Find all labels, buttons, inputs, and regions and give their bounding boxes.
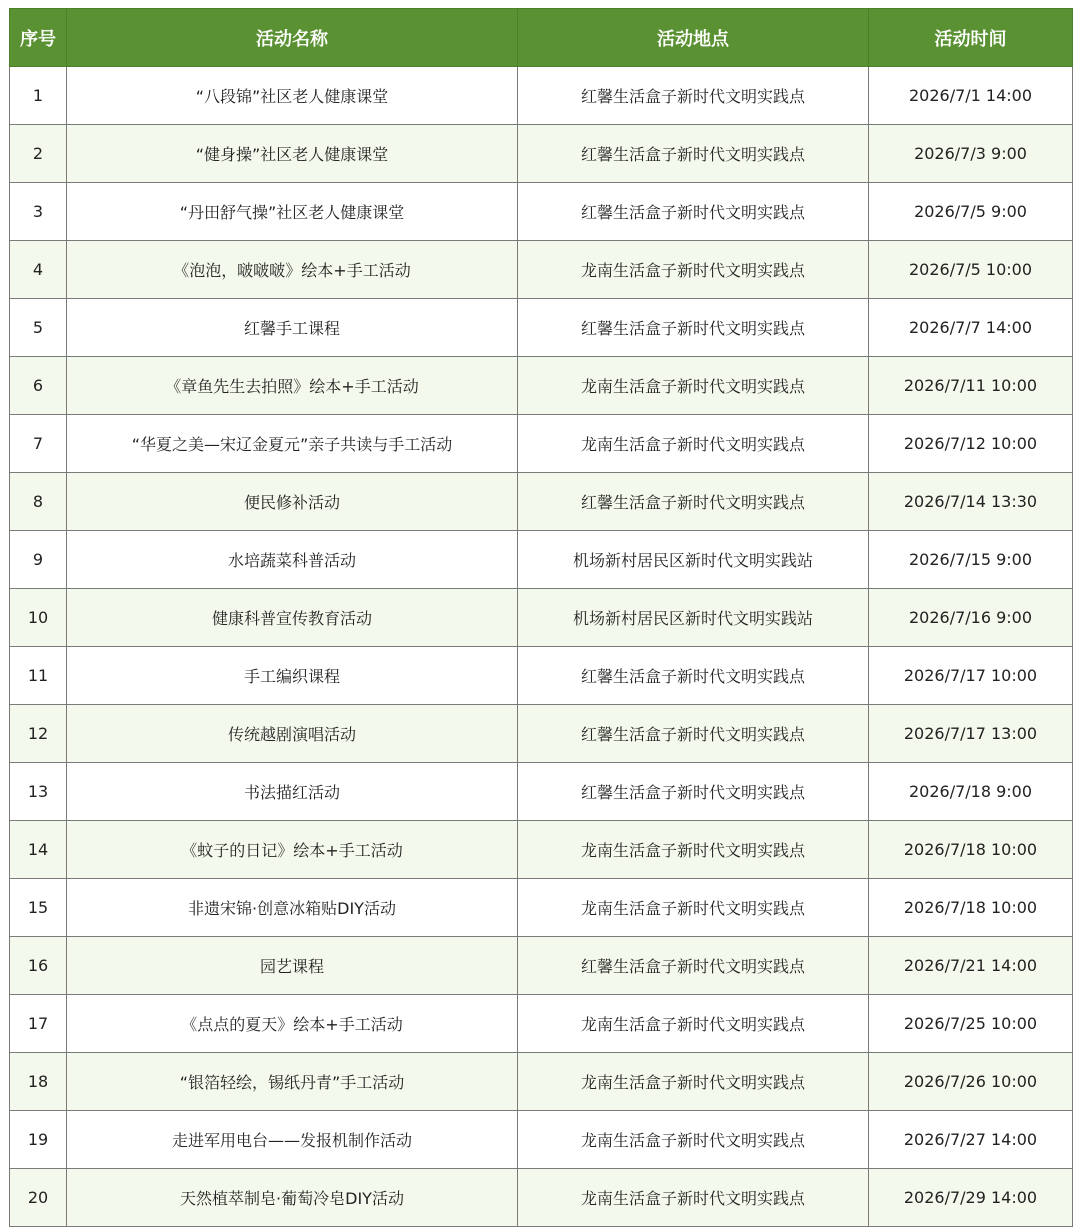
table-row bbox=[10, 1053, 1073, 1111]
activity-name: “八段锦”社区老人健康课堂 bbox=[67, 67, 518, 125]
activity-time: 2026/7/14 13:30 bbox=[869, 473, 1073, 531]
activity-location: 机场新村居民区新时代文明实践站 bbox=[518, 589, 869, 647]
activity-name: 《泡泡，啵啵啵》绘本+手工活动 bbox=[67, 241, 518, 299]
row-index: 6 bbox=[10, 357, 67, 415]
row-index: 1 bbox=[10, 67, 67, 125]
activity-name: “华夏之美—宋辽金夏元”亲子共读与手工活动 bbox=[67, 415, 518, 473]
row-index: 10 bbox=[10, 589, 67, 647]
row-index: 5 bbox=[10, 299, 67, 357]
table-row bbox=[10, 1169, 1073, 1227]
activity-location: 龙南生活盒子新时代文明实践点 bbox=[518, 415, 869, 473]
activity-location: 龙南生活盒子新时代文明实践点 bbox=[518, 1053, 869, 1111]
activity-time: 2026/7/18 10:00 bbox=[869, 879, 1073, 937]
activity-location: 红馨生活盒子新时代文明实践点 bbox=[518, 67, 869, 125]
table-row bbox=[10, 705, 1073, 763]
activity-time: 2026/7/29 14:00 bbox=[869, 1169, 1073, 1227]
activity-name: 天然植萃制皂·葡萄冷皂DIY活动 bbox=[67, 1169, 518, 1227]
activity-location: 红馨生活盒子新时代文明实践点 bbox=[518, 763, 869, 821]
table-row bbox=[10, 821, 1073, 879]
activity-time: 2026/7/27 14:00 bbox=[869, 1111, 1073, 1169]
activity-location: 红馨生活盒子新时代文明实践点 bbox=[518, 473, 869, 531]
activity-time: 2026/7/16 9:00 bbox=[869, 589, 1073, 647]
table-row bbox=[10, 241, 1073, 299]
table-row bbox=[10, 531, 1073, 589]
activity-location: 红馨生活盒子新时代文明实践点 bbox=[518, 125, 869, 183]
row-index: 15 bbox=[10, 879, 67, 937]
row-index: 2 bbox=[10, 125, 67, 183]
activity-location: 红馨生活盒子新时代文明实践点 bbox=[518, 299, 869, 357]
activity-location: 龙南生活盒子新时代文明实践点 bbox=[518, 1169, 869, 1227]
activity-time: 2026/7/1 14:00 bbox=[869, 67, 1073, 125]
activity-name: 走进军用电台——发报机制作活动 bbox=[67, 1111, 518, 1169]
activity-schedule-table bbox=[9, 8, 1073, 1227]
header-activity-location: 活动地点 bbox=[518, 9, 869, 67]
activity-name: 园艺课程 bbox=[67, 937, 518, 995]
table-row bbox=[10, 995, 1073, 1053]
row-index: 18 bbox=[10, 1053, 67, 1111]
row-index: 14 bbox=[10, 821, 67, 879]
table-row bbox=[10, 357, 1073, 415]
row-index: 9 bbox=[10, 531, 67, 589]
row-index: 19 bbox=[10, 1111, 67, 1169]
activity-name: 《蚊子的日记》绘本+手工活动 bbox=[67, 821, 518, 879]
activity-name: “健身操”社区老人健康课堂 bbox=[67, 125, 518, 183]
row-index: 8 bbox=[10, 473, 67, 531]
activity-name: 手工编织课程 bbox=[67, 647, 518, 705]
activity-location: 红馨生活盒子新时代文明实践点 bbox=[518, 183, 869, 241]
header-activity-name: 活动名称 bbox=[67, 9, 518, 67]
activity-location: 龙南生活盒子新时代文明实践点 bbox=[518, 879, 869, 937]
activity-time: 2026/7/3 9:00 bbox=[869, 125, 1073, 183]
table-header-row bbox=[10, 9, 1073, 67]
table-row bbox=[10, 589, 1073, 647]
table-row bbox=[10, 647, 1073, 705]
activity-name: 传统越剧演唱活动 bbox=[67, 705, 518, 763]
activity-time: 2026/7/25 10:00 bbox=[869, 995, 1073, 1053]
activity-location: 龙南生活盒子新时代文明实践点 bbox=[518, 995, 869, 1053]
header-activity-time: 活动时间 bbox=[869, 9, 1073, 67]
header-index: 序号 bbox=[10, 9, 67, 67]
row-index: 13 bbox=[10, 763, 67, 821]
activity-location: 龙南生活盒子新时代文明实践点 bbox=[518, 821, 869, 879]
row-index: 12 bbox=[10, 705, 67, 763]
activity-location: 红馨生活盒子新时代文明实践点 bbox=[518, 647, 869, 705]
table-row bbox=[10, 1111, 1073, 1169]
activity-name: “银箔轻绘，锡纸丹青”手工活动 bbox=[67, 1053, 518, 1111]
activity-name: 非遗宋锦·创意冰箱贴DIY活动 bbox=[67, 879, 518, 937]
activity-name: 健康科普宣传教育活动 bbox=[67, 589, 518, 647]
row-index: 11 bbox=[10, 647, 67, 705]
activity-time: 2026/7/5 9:00 bbox=[869, 183, 1073, 241]
activity-time: 2026/7/5 10:00 bbox=[869, 241, 1073, 299]
activity-time: 2026/7/15 9:00 bbox=[869, 531, 1073, 589]
activity-time: 2026/7/12 10:00 bbox=[869, 415, 1073, 473]
activity-time: 2026/7/18 10:00 bbox=[869, 821, 1073, 879]
table-row bbox=[10, 67, 1073, 125]
table-row bbox=[10, 299, 1073, 357]
activity-time: 2026/7/11 10:00 bbox=[869, 357, 1073, 415]
activity-name: 《章鱼先生去拍照》绘本+手工活动 bbox=[67, 357, 518, 415]
table-row bbox=[10, 879, 1073, 937]
activity-location: 龙南生活盒子新时代文明实践点 bbox=[518, 241, 869, 299]
activity-name: 水培蔬菜科普活动 bbox=[67, 531, 518, 589]
activity-name: 红馨手工课程 bbox=[67, 299, 518, 357]
activity-location: 龙南生活盒子新时代文明实践点 bbox=[518, 1111, 869, 1169]
activity-time: 2026/7/17 10:00 bbox=[869, 647, 1073, 705]
table-row bbox=[10, 763, 1073, 821]
row-index: 7 bbox=[10, 415, 67, 473]
activity-name: 便民修补活动 bbox=[67, 473, 518, 531]
activity-time: 2026/7/18 9:00 bbox=[869, 763, 1073, 821]
table-row bbox=[10, 183, 1073, 241]
row-index: 17 bbox=[10, 995, 67, 1053]
row-index: 3 bbox=[10, 183, 67, 241]
activity-time: 2026/7/17 13:00 bbox=[869, 705, 1073, 763]
table-row bbox=[10, 937, 1073, 995]
activity-time: 2026/7/21 14:00 bbox=[869, 937, 1073, 995]
activity-location: 机场新村居民区新时代文明实践站 bbox=[518, 531, 869, 589]
activity-location: 红馨生活盒子新时代文明实践点 bbox=[518, 705, 869, 763]
activity-time: 2026/7/26 10:00 bbox=[869, 1053, 1073, 1111]
row-index: 4 bbox=[10, 241, 67, 299]
table-row bbox=[10, 415, 1073, 473]
row-index: 16 bbox=[10, 937, 67, 995]
activity-name: 书法描红活动 bbox=[67, 763, 518, 821]
activity-name: 《点点的夏天》绘本+手工活动 bbox=[67, 995, 518, 1053]
table-row bbox=[10, 473, 1073, 531]
activity-name: “丹田舒气操”社区老人健康课堂 bbox=[67, 183, 518, 241]
activity-time: 2026/7/7 14:00 bbox=[869, 299, 1073, 357]
activity-location: 红馨生活盒子新时代文明实践点 bbox=[518, 937, 869, 995]
row-index: 20 bbox=[10, 1169, 67, 1227]
activity-location: 龙南生活盒子新时代文明实践点 bbox=[518, 357, 869, 415]
table-row bbox=[10, 125, 1073, 183]
